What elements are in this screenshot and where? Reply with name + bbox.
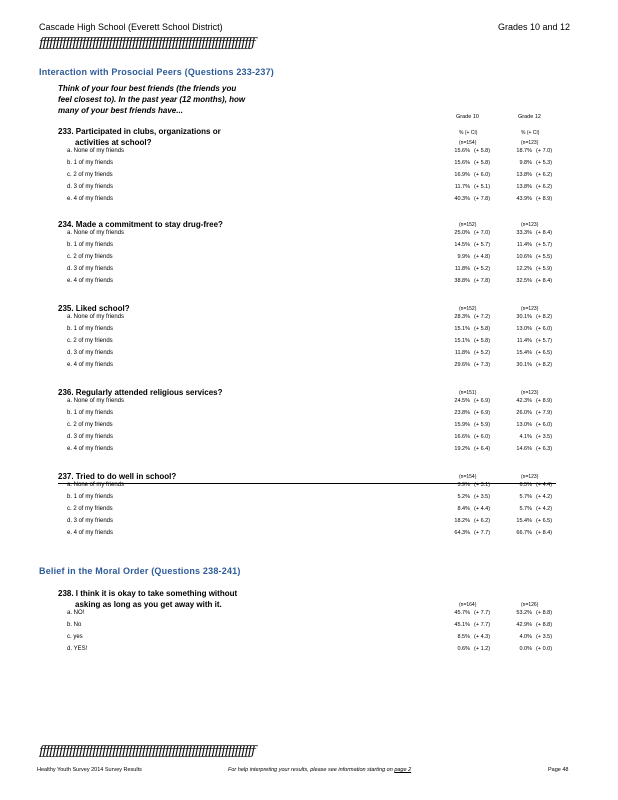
ci-grade-10: (+ 7.8) (474, 196, 491, 202)
value-grade-12: 6.5% (519, 482, 532, 488)
ci-grade-10: (+ 7.0) (474, 230, 491, 236)
footer-survey-title: Healthy Youth Survey 2014 Survey Results (37, 767, 142, 773)
ci-grade-12: (+ 6.0) (536, 422, 553, 428)
option-label: b. 1 of my friends (67, 494, 114, 500)
value-grade-10: 9.9% (457, 254, 470, 260)
ci-grade-12: (+ 6.2) (536, 172, 553, 178)
option-label: c. 2 of my friends (67, 506, 113, 512)
value-grade-12: 11.4% (516, 338, 532, 344)
ci-grade-12: (+ 7.9) (536, 410, 553, 416)
value-grade-12: 12.2% (516, 266, 532, 272)
decorative-rule-bottom: ƒƒƒƒƒƒƒƒƒƒƒƒƒƒƒƒƒƒƒƒƒƒƒƒƒƒƒƒƒƒƒƒƒƒƒƒƒƒƒƒƒƒƒƒƒƒƒƒƒƒƒƒƒƒƒƒƒƒƒƒƒƒƒƒƒ (39, 744, 255, 759)
ci-grade-12: (+ 6.5) (536, 518, 553, 524)
ci-grade-12: (+ 6.5) (536, 350, 553, 356)
column-header-grade-12: Grade 12 (518, 114, 541, 120)
question-text-line: 237. Tried to do well in school? (58, 472, 177, 481)
section-title-moral-order: Belief in the Moral Order (Questions 238-241) (39, 566, 241, 576)
footer-page-link[interactable]: page 2 (394, 767, 412, 773)
value-grade-12: 13.8% (516, 184, 532, 190)
footer-help-prefix: For help interpreting your results, please see information starting on (228, 767, 393, 773)
n-grade-10: (n=154) (459, 140, 477, 146)
ci-grade-12: (+ 8.9) (536, 398, 553, 404)
option-label: d. YES! (67, 646, 88, 652)
option-label: d. 3 of my friends (67, 184, 114, 190)
value-grade-12: 10.6% (516, 254, 532, 260)
value-grade-10: 45.7% (454, 610, 470, 616)
ci-grade-12: (+ 6.3) (536, 446, 553, 452)
value-grade-12: 13.8% (516, 172, 532, 178)
value-grade-12: 5.7% (519, 506, 532, 512)
ci-grade-12: (+ 5.9) (536, 266, 553, 272)
value-grade-12: 0.0% (519, 646, 532, 652)
ci-grade-10: (+ 5.1) (474, 184, 491, 190)
value-grade-10: 38.8% (454, 278, 470, 284)
value-grade-12: 43.9% (516, 196, 532, 202)
ci-grade-12: (+ 8.9) (536, 196, 553, 202)
n-grade-12: (n=123) (521, 140, 539, 146)
column-header-grade-10: Grade 10 (456, 114, 479, 120)
ci-grade-12: (+ 4.2) (536, 494, 553, 500)
n-grade-12: (n=123) (521, 474, 539, 480)
ci-grade-12: (+ 8.2) (536, 314, 553, 320)
footer-page-number: Page 48 (548, 767, 569, 773)
option-label: d. 3 of my friends (67, 350, 114, 356)
value-grade-12: 14.6% (516, 446, 532, 452)
value-grade-10: 11.8% (454, 350, 470, 356)
value-grade-12: 30.1% (516, 314, 532, 320)
question-text-line: 236. Regularly attended religious services? (58, 388, 223, 397)
value-grade-10: 16.9% (454, 172, 470, 178)
option-label: c. 2 of my friends (67, 338, 113, 344)
value-grade-12: 15.4% (516, 350, 532, 356)
ci-grade-10: (+ 5.7) (474, 242, 491, 248)
intro-line-2: feel closest to). In the past year (12 months), how (58, 95, 246, 104)
value-grade-10: 14.5% (454, 242, 470, 248)
ci-grade-12: (+ 3.5) (536, 434, 553, 440)
ci-header-grade-10: % (+ CI) (459, 130, 478, 136)
ci-grade-10: (+ 7.8) (474, 278, 491, 284)
option-label: c. yes (67, 634, 83, 640)
value-grade-10: 15.1% (454, 326, 470, 332)
value-grade-12: 13.0% (516, 326, 532, 332)
value-grade-10: 11.8% (454, 266, 470, 272)
value-grade-12: 11.4% (516, 242, 532, 248)
option-label: b. 1 of my friends (67, 410, 114, 416)
ci-grade-10: (+ 7.7) (474, 622, 491, 628)
ci-grade-12: (+ 4.2) (536, 506, 553, 512)
option-label: e. 4 of my friends (67, 446, 114, 452)
n-grade-10: (n=151) (459, 390, 477, 396)
value-grade-10: 16.6% (454, 434, 470, 440)
question-text-line: asking as long as you get away with it. (75, 600, 222, 609)
option-label: e. 4 of my friends (67, 530, 114, 536)
value-grade-10: 18.2% (454, 518, 470, 524)
ci-grade-10: (+ 5.8) (474, 326, 491, 332)
grades-label: Grades 10 and 12 (498, 22, 571, 32)
n-grade-10: (n=154) (459, 474, 477, 480)
value-grade-12: 66.7% (516, 530, 532, 536)
ci-header-grade-12: % (+ CI) (521, 130, 540, 136)
value-grade-10: 29.6% (454, 362, 470, 368)
value-grade-10: 15.6% (454, 160, 470, 166)
ci-grade-10: (+ 6.0) (474, 434, 491, 440)
value-grade-10: 8.5% (457, 634, 470, 640)
value-grade-12: 5.7% (519, 494, 532, 500)
option-label: c. 2 of my friends (67, 172, 113, 178)
value-grade-10: 5.2% (457, 494, 470, 500)
ci-grade-10: (+ 3.5) (474, 494, 491, 500)
ci-grade-10: (+ 3.1) (474, 482, 491, 488)
value-grade-10: 15.9% (454, 422, 470, 428)
ci-grade-10: (+ 7.7) (474, 530, 491, 536)
option-label: a. None of my friends (67, 314, 125, 320)
ci-grade-10: (+ 6.9) (474, 398, 491, 404)
ci-grade-12: (+ 8.4) (536, 530, 553, 536)
ci-grade-10: (+ 7.3) (474, 362, 491, 368)
ci-grade-10: (+ 6.4) (474, 446, 491, 452)
option-label: b. No (67, 622, 82, 628)
question-text-line: 233. Participated in clubs, organizations or (58, 127, 221, 136)
ci-grade-12: (+ 5.3) (536, 160, 553, 166)
n-grade-12: (n=123) (521, 306, 539, 312)
ci-grade-10: (+ 6.9) (474, 410, 491, 416)
value-grade-10: 45.1% (454, 622, 470, 628)
value-grade-12: 42.3% (516, 398, 532, 404)
ci-grade-12: (+ 8.4) (536, 278, 553, 284)
value-grade-10: 15.6% (454, 148, 470, 154)
option-label: b. 1 of my friends (67, 326, 114, 332)
n-grade-10: (n=152) (459, 306, 477, 312)
option-label: d. 3 of my friends (67, 266, 114, 272)
value-grade-12: 13.0% (516, 422, 532, 428)
option-label: a. None of my friends (67, 230, 125, 236)
n-grade-10: (n=164) (459, 602, 477, 608)
value-grade-10: 40.3% (454, 196, 470, 202)
value-grade-10: 3.9% (457, 482, 470, 488)
value-grade-12: 30.1% (516, 362, 532, 368)
value-grade-10: 0.6% (457, 646, 470, 652)
intro-line-3: many of your best friends have... (58, 106, 183, 115)
option-label: a. None of my friends (67, 482, 125, 488)
n-grade-12: (n=123) (521, 222, 539, 228)
ci-grade-12: (+ 6.2) (536, 184, 553, 190)
value-grade-10: 24.5% (454, 398, 470, 404)
value-grade-12: 33.3% (516, 230, 532, 236)
n-grade-10: (n=152) (459, 222, 477, 228)
value-grade-10: 28.3% (454, 314, 470, 320)
ci-grade-10: (+ 5.8) (474, 160, 491, 166)
value-grade-10: 19.2% (454, 446, 470, 452)
ci-grade-12: (+ 5.7) (536, 338, 553, 344)
ci-grade-10: (+ 5.2) (474, 266, 491, 272)
value-grade-12: 15.4% (516, 518, 532, 524)
option-label: a. None of my friends (67, 148, 125, 154)
option-label: e. 4 of my friends (67, 278, 114, 284)
ci-grade-12: (+ 3.5) (536, 634, 553, 640)
ci-grade-10: (+ 7.2) (474, 314, 491, 320)
value-grade-12: 26.0% (516, 410, 532, 416)
value-grade-12: 9.8% (519, 160, 532, 166)
ci-grade-12: (+ 5.5) (536, 254, 553, 260)
ci-grade-10: (+ 4.8) (474, 254, 491, 260)
ci-grade-10: (+ 5.8) (474, 148, 491, 154)
n-grade-12: (n=123) (521, 390, 539, 396)
ci-grade-10: (+ 7.7) (474, 610, 491, 616)
section-title-prosocial-peers: Interaction with Prosocial Peers (Questions 233-237) (39, 67, 274, 77)
value-grade-12: 32.5% (516, 278, 532, 284)
option-label: a. None of my friends (67, 398, 125, 404)
ci-grade-10: (+ 6.0) (474, 172, 491, 178)
ci-grade-12: (+ 5.7) (536, 242, 553, 248)
value-grade-12: 42.9% (516, 622, 532, 628)
option-label: c. 2 of my friends (67, 254, 113, 260)
ci-grade-12: (+ 8.8) (536, 622, 553, 628)
question-text-line: 238. I think it is okay to take something without (58, 589, 238, 598)
ci-grade-12: (+ 8.2) (536, 362, 553, 368)
ci-grade-12: (+ 0.0) (536, 646, 553, 652)
value-grade-10: 11.7% (454, 184, 470, 190)
question-text-line: activities at school? (75, 138, 152, 147)
ci-grade-12: (+ 7.0) (536, 148, 553, 154)
option-label: d. 3 of my friends (67, 434, 114, 440)
option-label: b. 1 of my friends (67, 242, 114, 248)
value-grade-12: 4.1% (519, 434, 532, 440)
footer-help-text (228, 767, 411, 773)
value-grade-10: 23.8% (454, 410, 470, 416)
value-grade-10: 8.4% (457, 506, 470, 512)
question-text-line: 235. Liked school? (58, 304, 130, 313)
ci-grade-12: (+ 6.0) (536, 326, 553, 332)
school-name: Cascade High School (Everett School District) (39, 22, 223, 32)
ci-grade-10: (+ 5.2) (474, 350, 491, 356)
ci-grade-10: (+ 1.2) (474, 646, 491, 652)
value-grade-12: 4.0% (519, 634, 532, 640)
ci-grade-10: (+ 5.9) (474, 422, 491, 428)
value-grade-12: 18.7% (516, 148, 532, 154)
option-label: c. 2 of my friends (67, 422, 113, 428)
intro-line-1: Think of your four best friends (the friends you (58, 84, 237, 93)
decorative-rule-top: ƒƒƒƒƒƒƒƒƒƒƒƒƒƒƒƒƒƒƒƒƒƒƒƒƒƒƒƒƒƒƒƒƒƒƒƒƒƒƒƒƒƒƒƒƒƒƒƒƒƒƒƒƒƒƒƒƒƒƒƒƒƒƒƒƒ (39, 36, 255, 51)
value-grade-12: 53.2% (516, 610, 532, 616)
ci-grade-10: (+ 4.3) (474, 634, 491, 640)
option-label: e. 4 of my friends (67, 362, 114, 368)
value-grade-10: 64.3% (454, 530, 470, 536)
option-label: a. NO! (67, 610, 85, 616)
ci-grade-10: (+ 6.2) (474, 518, 491, 524)
question-text-line: 234. Made a commitment to stay drug-free? (58, 220, 223, 229)
value-grade-10: 15.1% (454, 338, 470, 344)
ci-grade-12: (+ 4.4) (536, 482, 553, 488)
option-label: d. 3 of my friends (67, 518, 114, 524)
option-label: e. 4 of my friends (67, 196, 114, 202)
n-grade-12: (n=126) (521, 602, 539, 608)
ci-grade-12: (+ 8.4) (536, 230, 553, 236)
ci-grade-10: (+ 5.8) (474, 338, 491, 344)
ci-grade-10: (+ 4.4) (474, 506, 491, 512)
ci-grade-12: (+ 8.8) (536, 610, 553, 616)
option-label: b. 1 of my friends (67, 160, 114, 166)
value-grade-10: 25.0% (454, 230, 470, 236)
